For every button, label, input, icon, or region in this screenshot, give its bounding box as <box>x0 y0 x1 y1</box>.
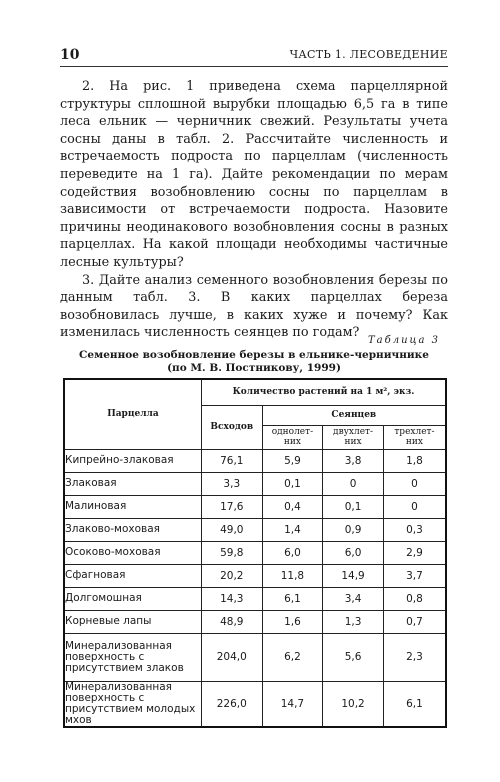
one-year-cell: 5,9 <box>262 449 323 472</box>
two-year-cell: 5,6 <box>323 633 384 681</box>
parcel-name-cell: Злаково-моховая <box>64 518 201 541</box>
header-one-year: однолет- них <box>262 425 323 449</box>
two-year-cell: 0 <box>323 472 384 495</box>
three-year-cell: 0,3 <box>383 518 446 541</box>
one-year-cell: 6,2 <box>262 633 323 681</box>
three-year-cell: 6,1 <box>383 681 446 727</box>
two-year-cell: 14,9 <box>323 564 384 587</box>
table-title-line-2: (по М. В. Постникову, 1999) <box>167 362 341 374</box>
parcel-name-cell: Корневые лапы <box>64 610 201 633</box>
header-shoots: Всходов <box>201 405 262 449</box>
three-year-cell: 2,9 <box>383 541 446 564</box>
shoots-cell: 17,6 <box>201 495 262 518</box>
one-year-cell: 11,8 <box>262 564 323 587</box>
three-year-cell: 0 <box>383 472 446 495</box>
two-year-cell: 3,8 <box>323 449 384 472</box>
shoots-cell: 49,0 <box>201 518 262 541</box>
table-row <box>64 518 446 541</box>
header-two-year: двухлет- них <box>323 425 384 449</box>
two-year-cell: 6,0 <box>323 541 384 564</box>
table-row <box>64 472 446 495</box>
parcel-name-cell: Минерализованная поверхность с присутствием злаков <box>64 633 201 681</box>
table-row <box>64 449 446 472</box>
parcel-name-cell: Злаковая <box>64 472 201 495</box>
table-row <box>64 541 446 564</box>
two-year-cell: 0,9 <box>323 518 384 541</box>
parcel-name-cell: Минерализованная поверхность с присутствием молодых мхов <box>64 681 201 727</box>
table-row <box>64 681 446 727</box>
header-seedlings: Сеянцев <box>262 405 446 425</box>
parcel-name-cell: Сфагновая <box>64 564 201 587</box>
three-year-cell: 0 <box>383 495 446 518</box>
three-year-cell: 3,7 <box>383 564 446 587</box>
parcel-name-cell: Осоково-моховая <box>64 541 201 564</box>
shoots-cell: 3,3 <box>201 472 262 495</box>
two-year-cell: 0,1 <box>323 495 384 518</box>
three-year-cell: 0,8 <box>383 587 446 610</box>
one-year-cell: 1,6 <box>262 610 323 633</box>
three-year-cell: 1,8 <box>383 449 446 472</box>
shoots-cell: 14,3 <box>201 587 262 610</box>
header-parcel: Парцелла <box>64 379 201 449</box>
table-row <box>64 587 446 610</box>
one-year-cell: 0,1 <box>262 472 323 495</box>
running-head: ЧАСТЬ 1. ЛЕСОВЕДЕНИЕ <box>289 48 448 61</box>
parcel-name-cell: Долгомошная <box>64 587 201 610</box>
shoots-cell: 204,0 <box>201 633 262 681</box>
paragraph-task-3: 3. Дайте анализ семенного возобновления березы по данным табл. 3. В каких парцеллах береза возобновилась лучше, в каких хуже и почему? Как изменилась численность сеянцев по годам? <box>60 272 448 341</box>
one-year-cell: 1,4 <box>262 518 323 541</box>
parcel-name-cell: Малиновая <box>64 495 201 518</box>
one-year-cell: 14,7 <box>262 681 323 727</box>
page-number: 10 <box>60 47 80 63</box>
table-row <box>64 495 446 518</box>
shoots-cell: 20,2 <box>201 564 262 587</box>
table-row <box>64 633 446 681</box>
header-count: Количество растений на 1 м², экз. <box>201 379 446 405</box>
table-label: Таблица 3 <box>367 335 440 346</box>
table-body <box>64 449 446 727</box>
three-year-cell: 2,3 <box>383 633 446 681</box>
body-text <box>60 78 448 342</box>
header-rule <box>60 66 448 67</box>
parcel-name-cell: Кипрейно-злаковая <box>64 449 201 472</box>
table-title <box>60 349 448 375</box>
one-year-cell: 6,0 <box>262 541 323 564</box>
shoots-cell: 226,0 <box>201 681 262 727</box>
table-title-line-1: Семенное возобновление березы в ельнике-черничнике <box>79 349 429 361</box>
table-row <box>64 564 446 587</box>
one-year-cell: 0,4 <box>262 495 323 518</box>
two-year-cell: 10,2 <box>323 681 384 727</box>
shoots-cell: 48,9 <box>201 610 262 633</box>
data-table <box>63 378 447 728</box>
paragraph-task-2: 2. На рис. 1 приведена схема парцеллярной структуры сплошной вырубки площадью 6,5 га в типе леса ельник — черничник свежий. Результаты учета сосны даны в табл. 2. Рассчитайте численность и встречаемость подроста по парцеллам (численность переведите на 1 га). Дайте рекомендации по мерам содействия возобновлению сосны по парцеллам в зависимости от встречаемости подроста. Назовите причины неодинакового возобновления сосны в разных парцеллах. На какой площади необходимы частичные лесные культуры? <box>60 79 448 270</box>
one-year-cell: 6,1 <box>262 587 323 610</box>
two-year-cell: 1,3 <box>323 610 384 633</box>
three-year-cell: 0,7 <box>383 610 446 633</box>
header-three-year: трехлет- них <box>383 425 446 449</box>
shoots-cell: 76,1 <box>201 449 262 472</box>
table-row <box>64 610 446 633</box>
two-year-cell: 3,4 <box>323 587 384 610</box>
shoots-cell: 59,8 <box>201 541 262 564</box>
